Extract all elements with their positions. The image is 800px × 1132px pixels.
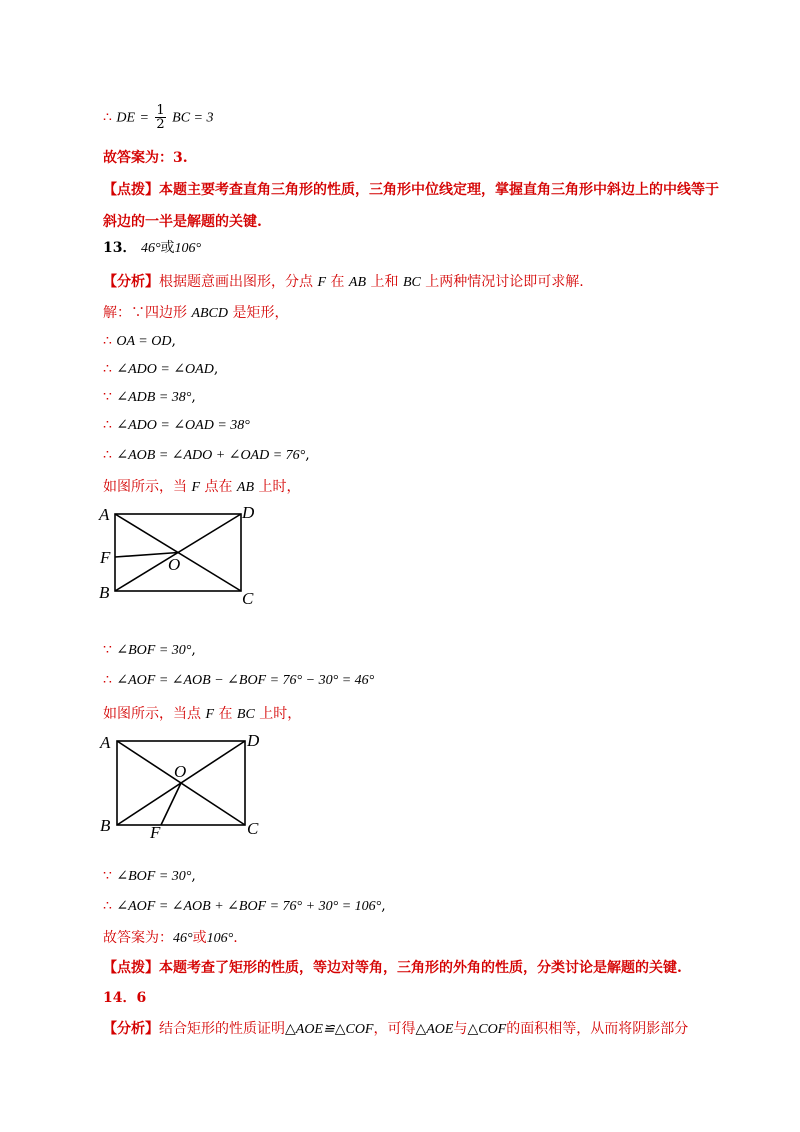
fraction-denominator: 2: [156, 117, 165, 132]
math-bc: BC: [236, 707, 255, 722]
tip-12-line1: [103, 180, 719, 200]
therefore-symbol: ∴: [103, 333, 112, 349]
question-14-answer: [103, 988, 146, 1008]
analysis-text-2: ，可得: [373, 1021, 416, 1037]
fraction-half: [155, 104, 165, 131]
answer-46: 46°: [140, 241, 161, 256]
question-number: 14．6: [103, 990, 147, 1006]
fraction-numerator: 1: [156, 103, 165, 118]
comma: ,: [191, 868, 196, 884]
therefore-symbol: ∴: [103, 417, 112, 433]
answer-46: 46°: [173, 931, 193, 946]
label-b: B: [100, 816, 111, 835]
because-symbol: ∵: [103, 868, 112, 884]
math-triangle-aoe: △AOE: [415, 1022, 454, 1037]
case-text-2: 点在: [204, 479, 233, 495]
math-bof-30: ∠BOF = 30°: [116, 643, 192, 658]
tip-text: 本题考查了矩形的性质，等边对等角，三角形的外角的性质，分类讨论是解题的关键.: [159, 960, 682, 976]
label-o: O: [174, 762, 187, 781]
comma: ,: [213, 361, 219, 377]
solution-text-2: 是矩形，: [232, 305, 289, 321]
tip-text-cont: 斜边的一半是解题的关键.: [103, 214, 262, 230]
case-1-bof: [103, 640, 196, 661]
label-a: A: [100, 733, 111, 752]
label-a: A: [99, 505, 110, 524]
analysis-text-4: 的面积相等，从而将阴影部分: [506, 1021, 689, 1037]
therefore-symbol: ∴: [103, 109, 112, 126]
math-bof-30: ∠BOF = 30°: [116, 869, 192, 884]
math-f: F: [317, 275, 327, 290]
case-2-intro: [103, 704, 301, 725]
comma: ,: [381, 898, 386, 914]
label-f: F: [150, 823, 161, 841]
analysis-text-1: 根据题意画出图形，分点: [159, 274, 313, 290]
solution-text-1: 四边形: [145, 305, 187, 321]
case-text-1: 如图所示，当: [103, 479, 187, 495]
math-bc-eq-3: BC = 3: [172, 110, 214, 126]
because-symbol: ∵: [131, 305, 145, 321]
tip-text: 本题主要考查直角三角形的性质，三角形中位线定理，掌握直角三角形中斜边上的中线等于: [159, 182, 719, 198]
math-aob-76: ∠AOB = ∠ADO + ∠OAD = 76°: [116, 448, 306, 463]
comma: ,: [171, 333, 176, 349]
answer-suffix: .: [233, 930, 238, 946]
tip-tag: 【点拨】: [103, 182, 159, 198]
solution-13-start: [103, 303, 288, 324]
therefore-symbol: ∴: [103, 361, 112, 377]
math-f: F: [205, 707, 215, 722]
math-ab: AB: [236, 480, 255, 495]
math-de: DE: [116, 110, 136, 126]
case-text-1: 如图所示，当点: [103, 706, 201, 722]
answer-12: [103, 148, 188, 168]
step-aob-76: [103, 445, 310, 466]
step-adb-38: [103, 387, 196, 408]
math-ab: AB: [348, 275, 367, 290]
case-2-bof: [103, 866, 196, 887]
therefore-symbol: ∴: [103, 898, 112, 914]
label-d: D: [247, 731, 260, 750]
line-de-half-bc: [103, 104, 213, 131]
solution-prefix: 解：: [103, 305, 131, 321]
label-b: B: [99, 583, 110, 602]
label-d: D: [242, 503, 255, 522]
case-text-2: 在: [218, 706, 233, 722]
therefore-symbol: ∴: [103, 447, 112, 463]
analysis-text-4: 上两种情况讨论即可求解.: [425, 274, 584, 290]
comma: ,: [305, 447, 310, 463]
answer-106: 106°: [206, 931, 234, 946]
figure-2-svg: [95, 726, 270, 841]
math-aof-106: ∠AOF = ∠AOB + ∠BOF = 76° + 30° = 106°: [116, 899, 382, 914]
analysis-14: [103, 1019, 688, 1040]
or-text: 或: [160, 240, 175, 256]
case-text-3: 上时，: [259, 706, 302, 722]
because-symbol: ∵: [103, 642, 112, 658]
tip-12-line2: [103, 212, 262, 232]
math-abcd: ABCD: [191, 306, 229, 321]
step-ado-oad-38: [103, 415, 250, 436]
math-f: F: [191, 480, 201, 495]
math-bc: BC: [402, 275, 421, 290]
math-congruence: △AOE≌△COF: [285, 1022, 374, 1037]
because-symbol: ∵: [103, 389, 112, 405]
label-c: C: [242, 589, 254, 608]
answer-prefix: 故答案为：: [103, 150, 173, 166]
analysis-text-2: 在: [330, 274, 345, 290]
analysis-13: [103, 272, 584, 293]
label-c: C: [247, 819, 259, 838]
answer-suffix: .: [182, 150, 188, 166]
tip-13: [103, 958, 682, 978]
therefore-symbol: ∴: [103, 672, 112, 688]
math-eq: =: [139, 110, 149, 126]
analysis-tag: 【分析】: [103, 274, 159, 290]
math-ado-oad: ∠ADO = ∠OAD: [116, 362, 214, 377]
label-o: O: [168, 555, 181, 574]
math-adb-38: ∠ADB = 38°: [116, 390, 192, 405]
case-1-aof: [103, 670, 374, 691]
analysis-text-1: 结合矩形的性质证明: [159, 1021, 285, 1037]
math-oa-od: OA = OD: [116, 334, 172, 349]
answer-106: 106°: [174, 241, 202, 256]
tip-tag: 【点拨】: [103, 960, 159, 976]
step-ado-oad: [103, 359, 218, 380]
figure-1-svg: [95, 500, 265, 612]
question-13-answer: [103, 238, 201, 259]
analysis-text-3: 与: [453, 1021, 468, 1037]
comma: ,: [191, 389, 196, 405]
analysis-tag: 【分析】: [103, 1021, 159, 1037]
label-f: F: [100, 548, 111, 567]
math-ado-oad-38: ∠ADO = ∠OAD = 38°: [116, 418, 250, 433]
case-1-intro: [103, 477, 300, 498]
answer-value: 3: [173, 150, 183, 166]
math-triangle-cof: △COF: [467, 1022, 507, 1037]
figure-1: [95, 500, 265, 612]
analysis-text-3: 上和: [370, 274, 399, 290]
case-text-3: 上时，: [258, 479, 301, 495]
comma: ,: [191, 642, 196, 658]
answer-prefix: 故答案为：: [103, 930, 173, 946]
case-2-aof: [103, 896, 386, 917]
or-text: 或: [192, 930, 207, 946]
question-number: 13．: [103, 240, 137, 256]
math-aof-46: ∠AOF = ∠AOB − ∠BOF = 76° − 30° = 46°: [116, 673, 375, 688]
step-oa-od: [103, 331, 176, 352]
figure-2: [95, 726, 270, 841]
answer-13: [103, 928, 238, 949]
